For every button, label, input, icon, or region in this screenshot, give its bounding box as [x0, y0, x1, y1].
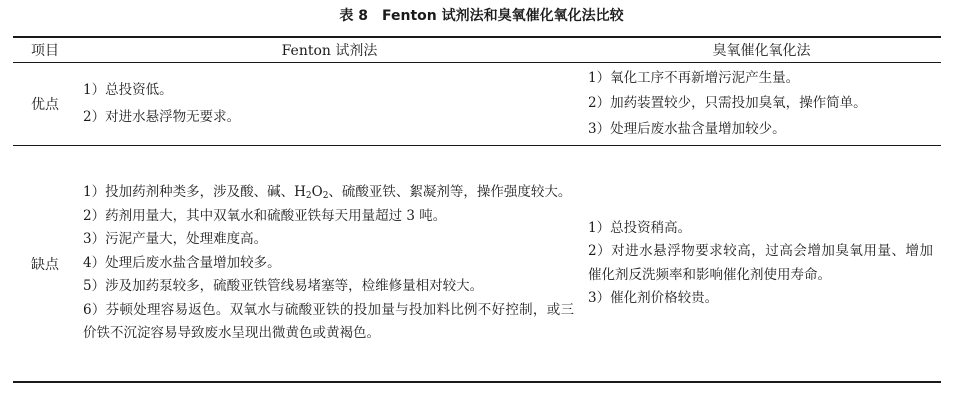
comparison-table	[13, 36, 941, 383]
fenton-disadvantage-2: 2）药剂用量大，其中双氧水和硫酸亚铁每天用量超过 3 吨。	[83, 207, 447, 224]
fenton-disadvantage-5: 5）涉及加药泵较多，硫酸亚铁管线易堵塞等，检维修量相对较大。	[83, 278, 484, 295]
fenton-disadvantages	[77, 146, 582, 383]
table-row-advantages	[13, 63, 941, 146]
fenton-advantage-1: 1）总投资低。	[83, 82, 173, 98]
ozone-advantage-3: 3）处理后废水盐含量增加较少。	[588, 120, 786, 137]
ozone-advantage-2: 2）加药装置较少，只需投加臭氧，操作简单。	[588, 95, 867, 112]
fenton-disadvantage-3: 3）污泥产量大，处理难度高。	[83, 231, 268, 248]
header-ozone: 臭氧催化氧化法	[712, 43, 811, 59]
ozone-disadvantage-3: 3）催化剂价格较贵。	[588, 290, 719, 306]
table-row-disadvantages	[13, 146, 941, 383]
fenton-disadvantage-4: 4）处理后废水盐含量增加较多。	[83, 254, 281, 271]
fenton-disadvantage-1: 1）投加药剂种类多，涉及酸、碱、$H_2O_2$、硫酸亚铁、絮凝剂等，操作强度较大。	[83, 184, 572, 202]
ozone-disadvantages	[582, 146, 941, 383]
ozone-disadvantage-2: 2）对进水悬浮物要求较高，过高会增加臭氧用量、增加催化剂反洗频率和影响催化剂使用寿命。	[588, 243, 933, 283]
table-caption	[0, 6, 963, 26]
fenton-advantages	[77, 63, 582, 146]
ozone-advantages	[582, 63, 941, 146]
fenton-advantage-2: 2）对进水悬浮物无要求。	[83, 109, 241, 125]
table-title: Fenton 试剂法和臭氧催化氧化法比较	[382, 8, 624, 24]
fenton-disadvantage-6: 6）芬顿处理容易返色。双氧水与硫酸亚铁的投加量与投加料比例不好控制，或三价铁不沉淀容易导致废水呈现出微黄色或黄褐色。	[83, 301, 574, 342]
row-label-disadvantages: 缺点	[31, 256, 59, 273]
header-item: 项目	[31, 43, 59, 59]
table-header-row	[13, 37, 941, 63]
row-label-advantages: 优点	[31, 97, 59, 113]
ozone-disadvantage-1: 1）总投资稍高。	[588, 219, 692, 236]
table-number: 表 8	[339, 8, 368, 24]
ozone-advantage-1: 1）氧化工序不再新增污泥产生量。	[588, 69, 800, 86]
header-fenton: Fenton 试剂法	[281, 43, 378, 59]
